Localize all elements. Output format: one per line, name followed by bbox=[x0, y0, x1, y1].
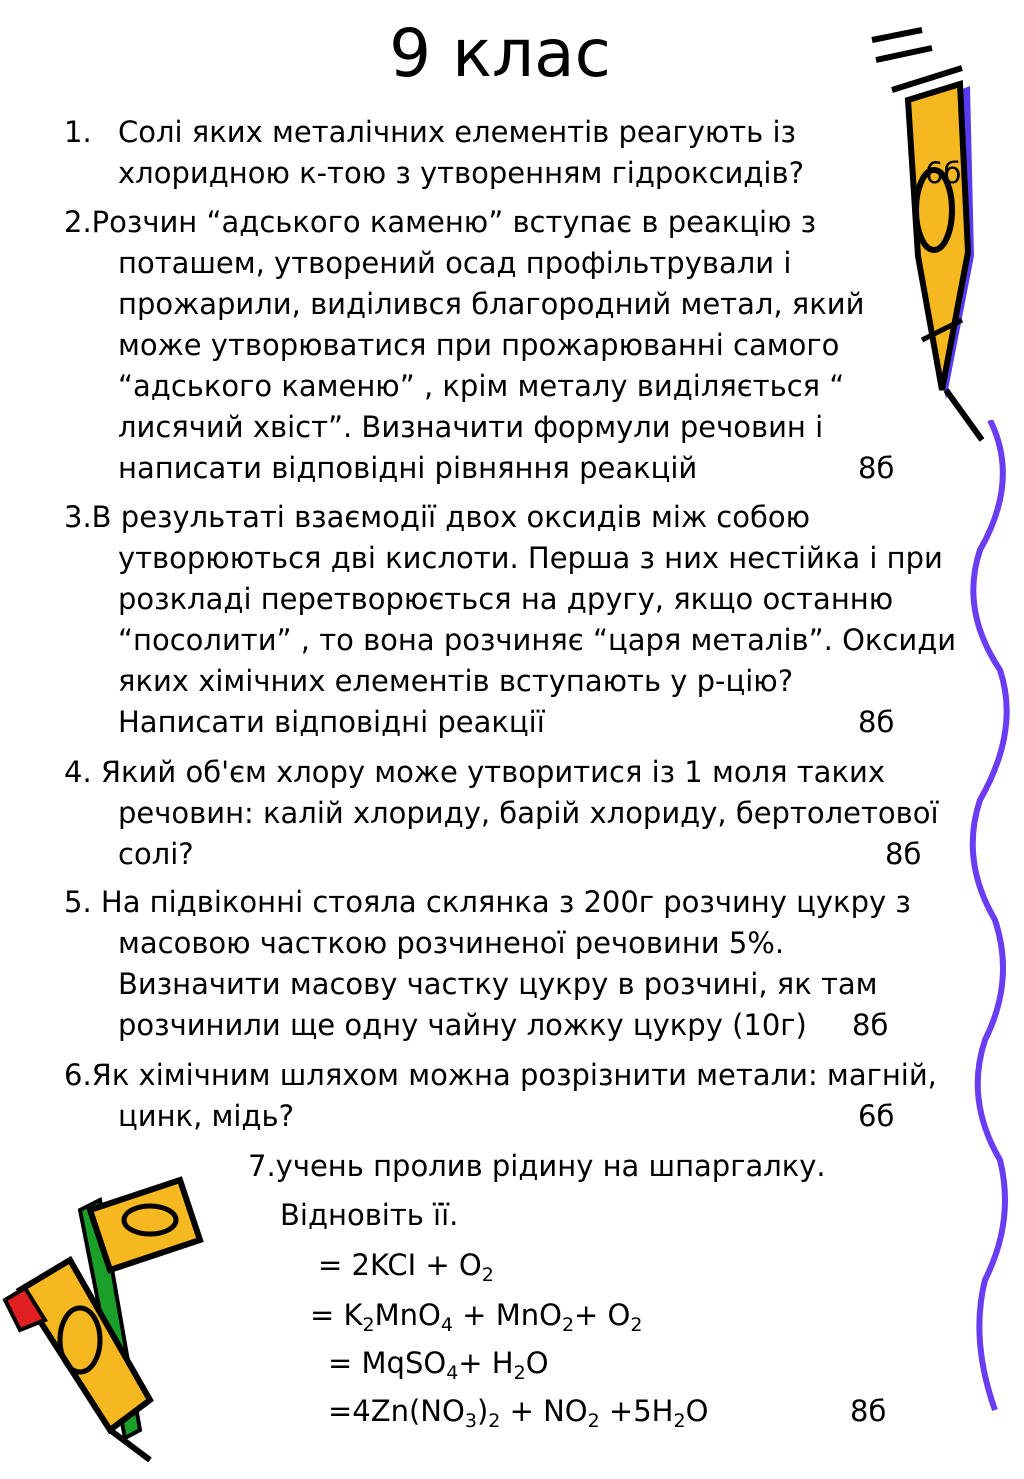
question-text-line: Солі яких металічних елементів реагують із bbox=[118, 115, 796, 149]
question-text-line: хлоридною к-тою з утворенням гідроксидів? bbox=[118, 156, 804, 190]
question-text-line: “адського каменю” , крім металу виділяється “ bbox=[118, 369, 845, 403]
wavy-line-icon bbox=[960, 420, 1020, 1420]
question-text-line: 5. На підвіконні стояла склянка з 200г розчину цукру з bbox=[64, 885, 911, 919]
question-6-points: 6б bbox=[858, 1099, 895, 1133]
question-2-points: 8б bbox=[858, 451, 895, 485]
question-text-line: яких хімічних елементів вступають у р-цію? bbox=[118, 664, 794, 698]
formula-part: O bbox=[685, 1394, 709, 1428]
task-7-line-2: Відновіть її. bbox=[280, 1198, 459, 1232]
formula-1 bbox=[318, 1245, 494, 1286]
formula-subscript: 3 bbox=[464, 1410, 477, 1432]
question-text-line: може утворюватися при прожарюванні самого bbox=[118, 328, 840, 362]
pencils-bottom-left-icon bbox=[0, 1170, 220, 1470]
formula-part: + NO bbox=[500, 1394, 588, 1428]
formula-subscript: 2 bbox=[362, 1314, 375, 1336]
question-4-points: 8б bbox=[885, 837, 922, 871]
formula-subscript: 2 bbox=[561, 1314, 575, 1336]
page-title: 9 клас bbox=[389, 15, 611, 92]
question-text-line: лисячий хвіст”. Визначити формули речовин і bbox=[118, 410, 824, 444]
question-5-points: 8б bbox=[852, 1008, 889, 1042]
formula-4 bbox=[328, 1391, 708, 1432]
question-text-line: солі? bbox=[118, 837, 194, 871]
formula-part: O bbox=[525, 1346, 549, 1380]
question-text-line: масовою часткою розчиненої речовини 5%. bbox=[118, 926, 785, 960]
formula-part: = K bbox=[310, 1298, 363, 1332]
formula-3 bbox=[328, 1343, 549, 1384]
question-text-line: “посолити” , то вона розчиняє “царя металів”. Оксиди bbox=[118, 623, 957, 657]
question-text-line: прожарили, виділився благородний метал, який bbox=[118, 287, 865, 321]
formula-part: =4Zn(NO bbox=[328, 1394, 465, 1428]
question-text-line: 2.Розчин “адського каменю” вступає в реакцію з bbox=[64, 205, 817, 239]
question-text-line: розкладі перетворюється на другу, якщо останню bbox=[118, 582, 894, 616]
task-7-points: 8б bbox=[850, 1394, 887, 1428]
task-7-line-1: 7.учень пролив рідину на шпаргалку. bbox=[248, 1149, 826, 1183]
question-1-number: 1. bbox=[64, 115, 92, 149]
question-3-points: 8б bbox=[858, 705, 895, 739]
question-text-line: Написати відповідні реакції bbox=[118, 705, 545, 739]
formula-subscript: 2 bbox=[488, 1410, 501, 1432]
formula-part: + H bbox=[458, 1346, 514, 1380]
formula-part: + MnO bbox=[452, 1298, 562, 1332]
formula-subscript: 2 bbox=[673, 1410, 686, 1432]
question-5 bbox=[64, 882, 911, 1046]
formula-subscript: 2 bbox=[587, 1410, 600, 1432]
question-text-line: 6.Як хімічним шляхом можна розрізнити метали: магній, bbox=[64, 1058, 937, 1092]
formula-subscript: 2 bbox=[630, 1314, 643, 1336]
question-text-line: Визначити масову частку цукру в розчині, як там bbox=[118, 967, 878, 1001]
formula-part: +5H bbox=[599, 1394, 674, 1428]
formula-subscript: 2 bbox=[481, 1264, 494, 1286]
formula-2 bbox=[310, 1295, 642, 1336]
formula-subscript: 2 bbox=[513, 1362, 526, 1384]
question-text-line: цинк, мідь? bbox=[118, 1099, 294, 1133]
question-3 bbox=[64, 497, 956, 743]
question-1 bbox=[64, 112, 804, 194]
question-4 bbox=[64, 752, 939, 875]
formula-part: MnO bbox=[374, 1298, 441, 1332]
formula-part: ) bbox=[476, 1394, 489, 1428]
formula-subscript: 4 bbox=[446, 1362, 459, 1384]
question-text-line: речовин: калій хлориду, барій хлориду, бертолетової bbox=[118, 796, 939, 830]
question-1-points: 6б bbox=[925, 156, 962, 190]
formula-part: = 2KCI + O bbox=[318, 1248, 482, 1282]
question-2 bbox=[64, 202, 864, 489]
formula-part: + O bbox=[574, 1298, 631, 1332]
formula-part: = MqSO bbox=[328, 1346, 447, 1380]
question-6 bbox=[64, 1055, 937, 1137]
question-text-line: 3.В результаті взаємодії двох оксидів між собою bbox=[64, 500, 811, 534]
question-text-line: розчинили ще одну чайну ложку цукру (10г) bbox=[118, 1008, 807, 1042]
question-text-line: поташем, утворений осад профільтрували і bbox=[118, 246, 792, 280]
question-text-line: утворюються дві кислоти. Перша з них нестійка і при bbox=[118, 541, 943, 575]
question-text-line: 4. Який об'єм хлору може утворитися із 1 моля таких bbox=[64, 755, 885, 789]
formula-subscript: 4 bbox=[440, 1314, 453, 1336]
question-text-line: написати відповідні рівняння реакцій bbox=[118, 451, 698, 485]
